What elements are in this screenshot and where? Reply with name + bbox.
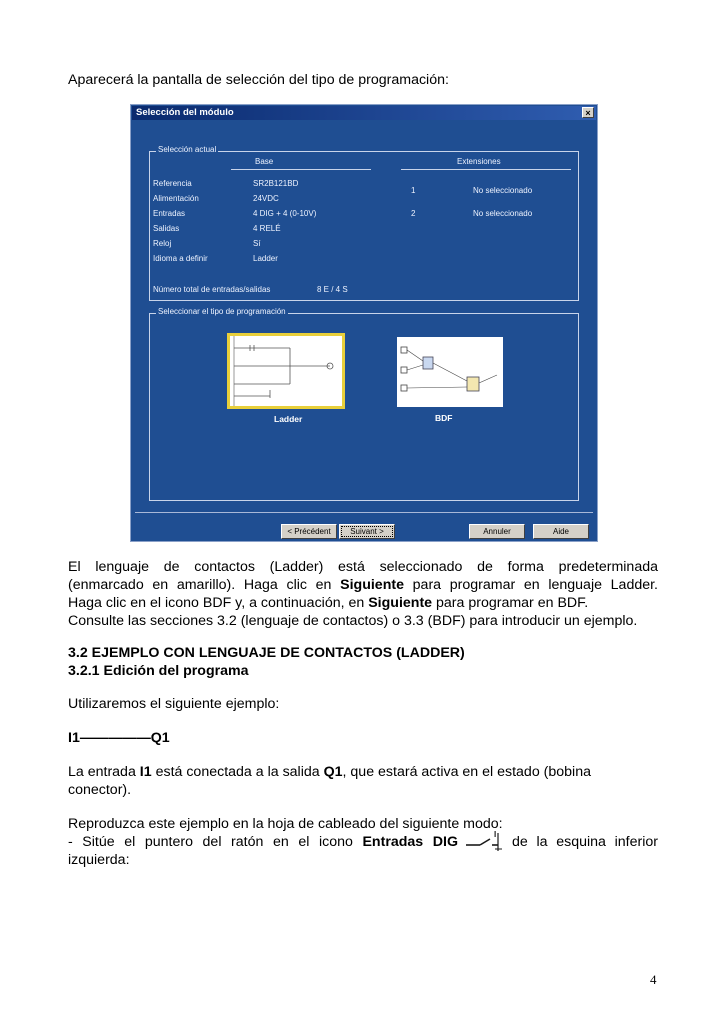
p4-line-2: izquierda:	[68, 852, 130, 868]
row-value-salidas: 4 RELÉ	[253, 224, 281, 233]
p1-line-4: Consulte las secciones 3.2 (lenguaje de contactos) o 3.3 (BDF) para introducir un ejemplo.	[68, 613, 638, 629]
row-label-entradas: Entradas	[153, 209, 186, 218]
base-header: Base	[255, 157, 274, 166]
p4-bold: Entradas DIG	[362, 834, 458, 850]
p2-text-a: La entrada	[68, 764, 140, 780]
ext-2-state: No seleccionado	[473, 209, 533, 218]
previous-button[interactable]: < Précédent	[281, 524, 337, 539]
p4-text-a: - Sitúe el puntero del ratón en el icono	[68, 834, 363, 850]
bdf-diagram-icon	[397, 337, 503, 407]
p1-l2-bold: Siguiente	[340, 577, 404, 593]
row-value-idioma: Ladder	[253, 254, 278, 263]
ext-1-state: No seleccionado	[473, 186, 533, 195]
page-number: 4	[650, 972, 657, 987]
current-selection-label: Selección actual	[158, 145, 217, 154]
total-io-label: Número total de entradas/salidas	[153, 285, 271, 294]
section-heading: 3.2 EJEMPLO CON LENGUAJE DE CONTACTOS (LADDER)	[68, 645, 465, 661]
ladder-label: Ladder	[274, 414, 303, 424]
p1-line-3	[68, 595, 658, 613]
example-intro: Utilizaremos el siguiente ejemplo:	[68, 696, 280, 712]
ext-2-num: 2	[411, 209, 416, 218]
p1-l3-text-a: Haga clic en el icono BDF y, a continuación, en	[68, 595, 369, 611]
help-button[interactable]: Aide	[533, 524, 589, 539]
p2-line-1	[68, 764, 658, 782]
intro-text: Aparecerá la pantalla de selección del tipo de programación:	[68, 72, 449, 88]
digital-input-icon	[464, 829, 504, 853]
p2-text-c: está conectada a la salida	[151, 764, 324, 780]
p3-text: Reproduzca este ejemplo en la hoja de cableado del siguiente modo:	[68, 816, 503, 832]
bdf-label: BDF	[435, 413, 453, 423]
row-label-salidas: Salidas	[153, 224, 180, 233]
dialog-titlebar	[132, 106, 596, 120]
extensions-header: Extensiones	[457, 157, 501, 166]
p1-l3-bold: Siguiente	[368, 595, 433, 611]
next-button[interactable]: Suivant >	[339, 524, 395, 539]
bdf-option[interactable]	[397, 337, 503, 407]
programming-type-label: Seleccionar el tipo de programación	[158, 307, 286, 316]
dialog-title: Selección del módulo	[136, 107, 234, 118]
p1-l2-text-a: (enmarcado en amarillo). Haga clic en	[68, 577, 341, 593]
p1-l3-text-c: para programar en BDF.	[432, 595, 589, 611]
p1-line-2	[68, 577, 658, 595]
ladder-diagram-icon	[230, 336, 342, 406]
p1-line-1: El lenguaje de contactos (Ladder) está seleccionado de forma predeterminada	[68, 559, 658, 575]
total-io-value: 8 E / 4 S	[317, 285, 348, 294]
current-selection-group	[149, 145, 579, 301]
cancel-button[interactable]: Annuler	[469, 524, 525, 539]
row-value-entradas: 4 DIG + 4 (0-10V)	[253, 209, 317, 218]
row-label-alimentacion: Alimentación	[153, 194, 199, 203]
subsection-heading: 3.2.1 Edición del programa	[68, 663, 249, 679]
p4-line-1-a	[68, 834, 458, 852]
p2-line-2: conector).	[68, 782, 132, 798]
p4-line-1-c: de la esquina inferior	[512, 834, 658, 850]
close-icon[interactable]: ×	[582, 107, 594, 118]
p2-text-e: , que estará activa en el estado (bobina	[342, 764, 591, 780]
p1-l2-text-c: para programar en lenguaje Ladder.	[403, 577, 659, 593]
ext-1-num: 1	[411, 186, 416, 195]
example-code: I1—————Q1	[68, 730, 170, 746]
programming-type-group	[149, 307, 579, 501]
row-value-referencia: SR2B121BD	[253, 179, 299, 188]
row-label-idioma: Idioma a definir	[153, 254, 208, 263]
row-label-referencia: Referencia	[153, 179, 192, 188]
p2-bold-i1: I1	[139, 764, 152, 780]
svg-text:I: I	[494, 830, 497, 839]
row-value-alimentacion: 24VDC	[253, 194, 279, 203]
row-value-reloj: Sí	[253, 239, 261, 248]
ladder-option[interactable]	[227, 333, 345, 409]
module-selection-dialog	[130, 104, 598, 542]
p2-bold-q1: Q1	[323, 764, 343, 780]
row-label-reloj: Reloj	[153, 239, 172, 248]
